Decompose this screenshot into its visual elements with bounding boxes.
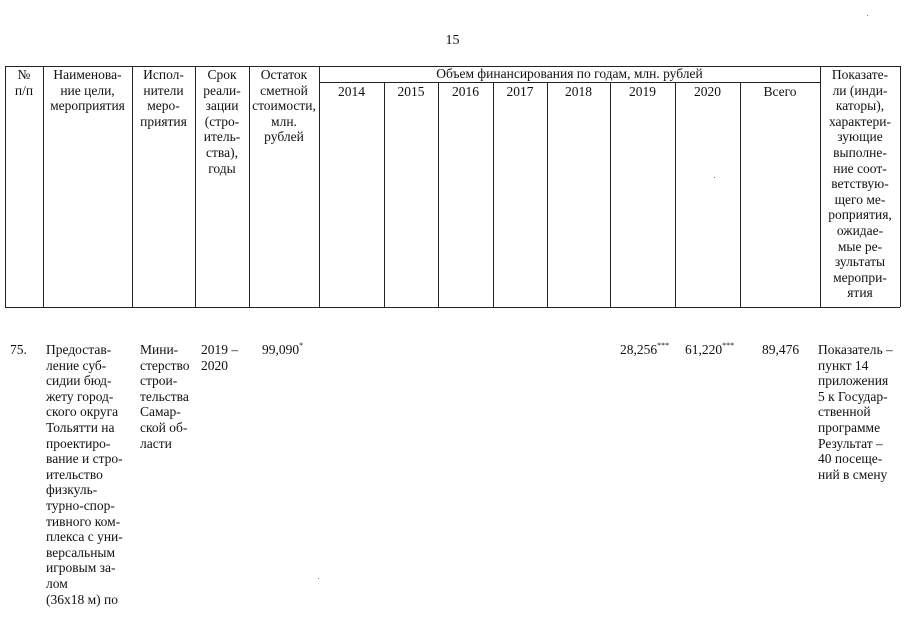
row-name: Предостав- ление суб- сидии бюд- жету город- ского округа Тольятти на проектиро- вание и стро- ительство физкуль- турно-спор- тивного ком- плекса с уни- версальным игровым за- лом (36х18 м) по <box>46 342 123 607</box>
row-remainder-cell <box>262 342 303 358</box>
col-divider <box>319 66 320 307</box>
scan-speck <box>867 15 868 16</box>
header-year-2020: 2020 <box>694 84 721 99</box>
header-year-2018: 2018 <box>565 84 592 99</box>
footnote-mark: *** <box>657 341 670 350</box>
row-value-2019-cell <box>620 342 669 358</box>
col-divider <box>384 82 385 307</box>
row-indicator: Показатель – пункт 14 приложения 5 к Государ- ственной программе Результат – 40 посеще- ний в смену <box>818 342 893 482</box>
row-number: 75. <box>10 342 27 357</box>
row-executor: Мини- стерство строи- тельства Самар- ской об- ласти <box>140 342 190 451</box>
footnote-mark: * <box>299 341 304 350</box>
header-year-2017: 2017 <box>506 84 534 99</box>
header-term: Срок реали- зации (стро- итель- ства), годы <box>203 67 241 176</box>
header-year-2014: 2014 <box>338 84 365 99</box>
row-remainder: 99,090 <box>262 342 300 357</box>
financing-subheader-line <box>319 82 820 83</box>
header-financing-group: Объем финансирования по годам, млн. рублей <box>436 66 703 81</box>
row-value-2020-cell <box>685 342 734 358</box>
row-total: 89,476 <box>762 342 800 357</box>
scan-speck <box>714 177 715 178</box>
header-total: Всего <box>763 84 797 99</box>
footnote-mark: *** <box>722 341 735 350</box>
col-divider <box>740 82 741 307</box>
col-divider <box>493 82 494 307</box>
col-divider <box>675 82 676 307</box>
header-indicators: Показате- ли (инди- каторы), характери- зующие выполне- ние соот- ветствую- щего ме- роприятия, ожидае- мые ре- зультаты меропри- ятия <box>828 67 892 301</box>
row-term: 2019 – 2020 <box>201 342 239 373</box>
header-remainder: Остаток сметной стоимости, млн. рублей <box>252 67 316 145</box>
header-executor: Испол- нители меро- приятия <box>140 67 187 129</box>
page-number: 15 <box>445 33 460 48</box>
row-value-2020: 61,220 <box>685 342 723 357</box>
col-divider <box>438 82 439 307</box>
header-year-2019: 2019 <box>629 84 656 99</box>
scan-speck <box>318 578 319 579</box>
table-right-border <box>900 66 901 307</box>
col-divider <box>610 82 611 307</box>
header-num: № п/п <box>14 67 34 98</box>
row-value-2019: 28,256 <box>620 342 658 357</box>
header-name: Наименова- ние цели, мероприятия <box>50 67 125 114</box>
table-left-border <box>5 66 6 307</box>
header-year-2016: 2016 <box>452 84 479 99</box>
header-year-2015: 2015 <box>397 84 425 99</box>
col-divider <box>547 82 548 307</box>
header-bottom-border <box>5 307 900 308</box>
